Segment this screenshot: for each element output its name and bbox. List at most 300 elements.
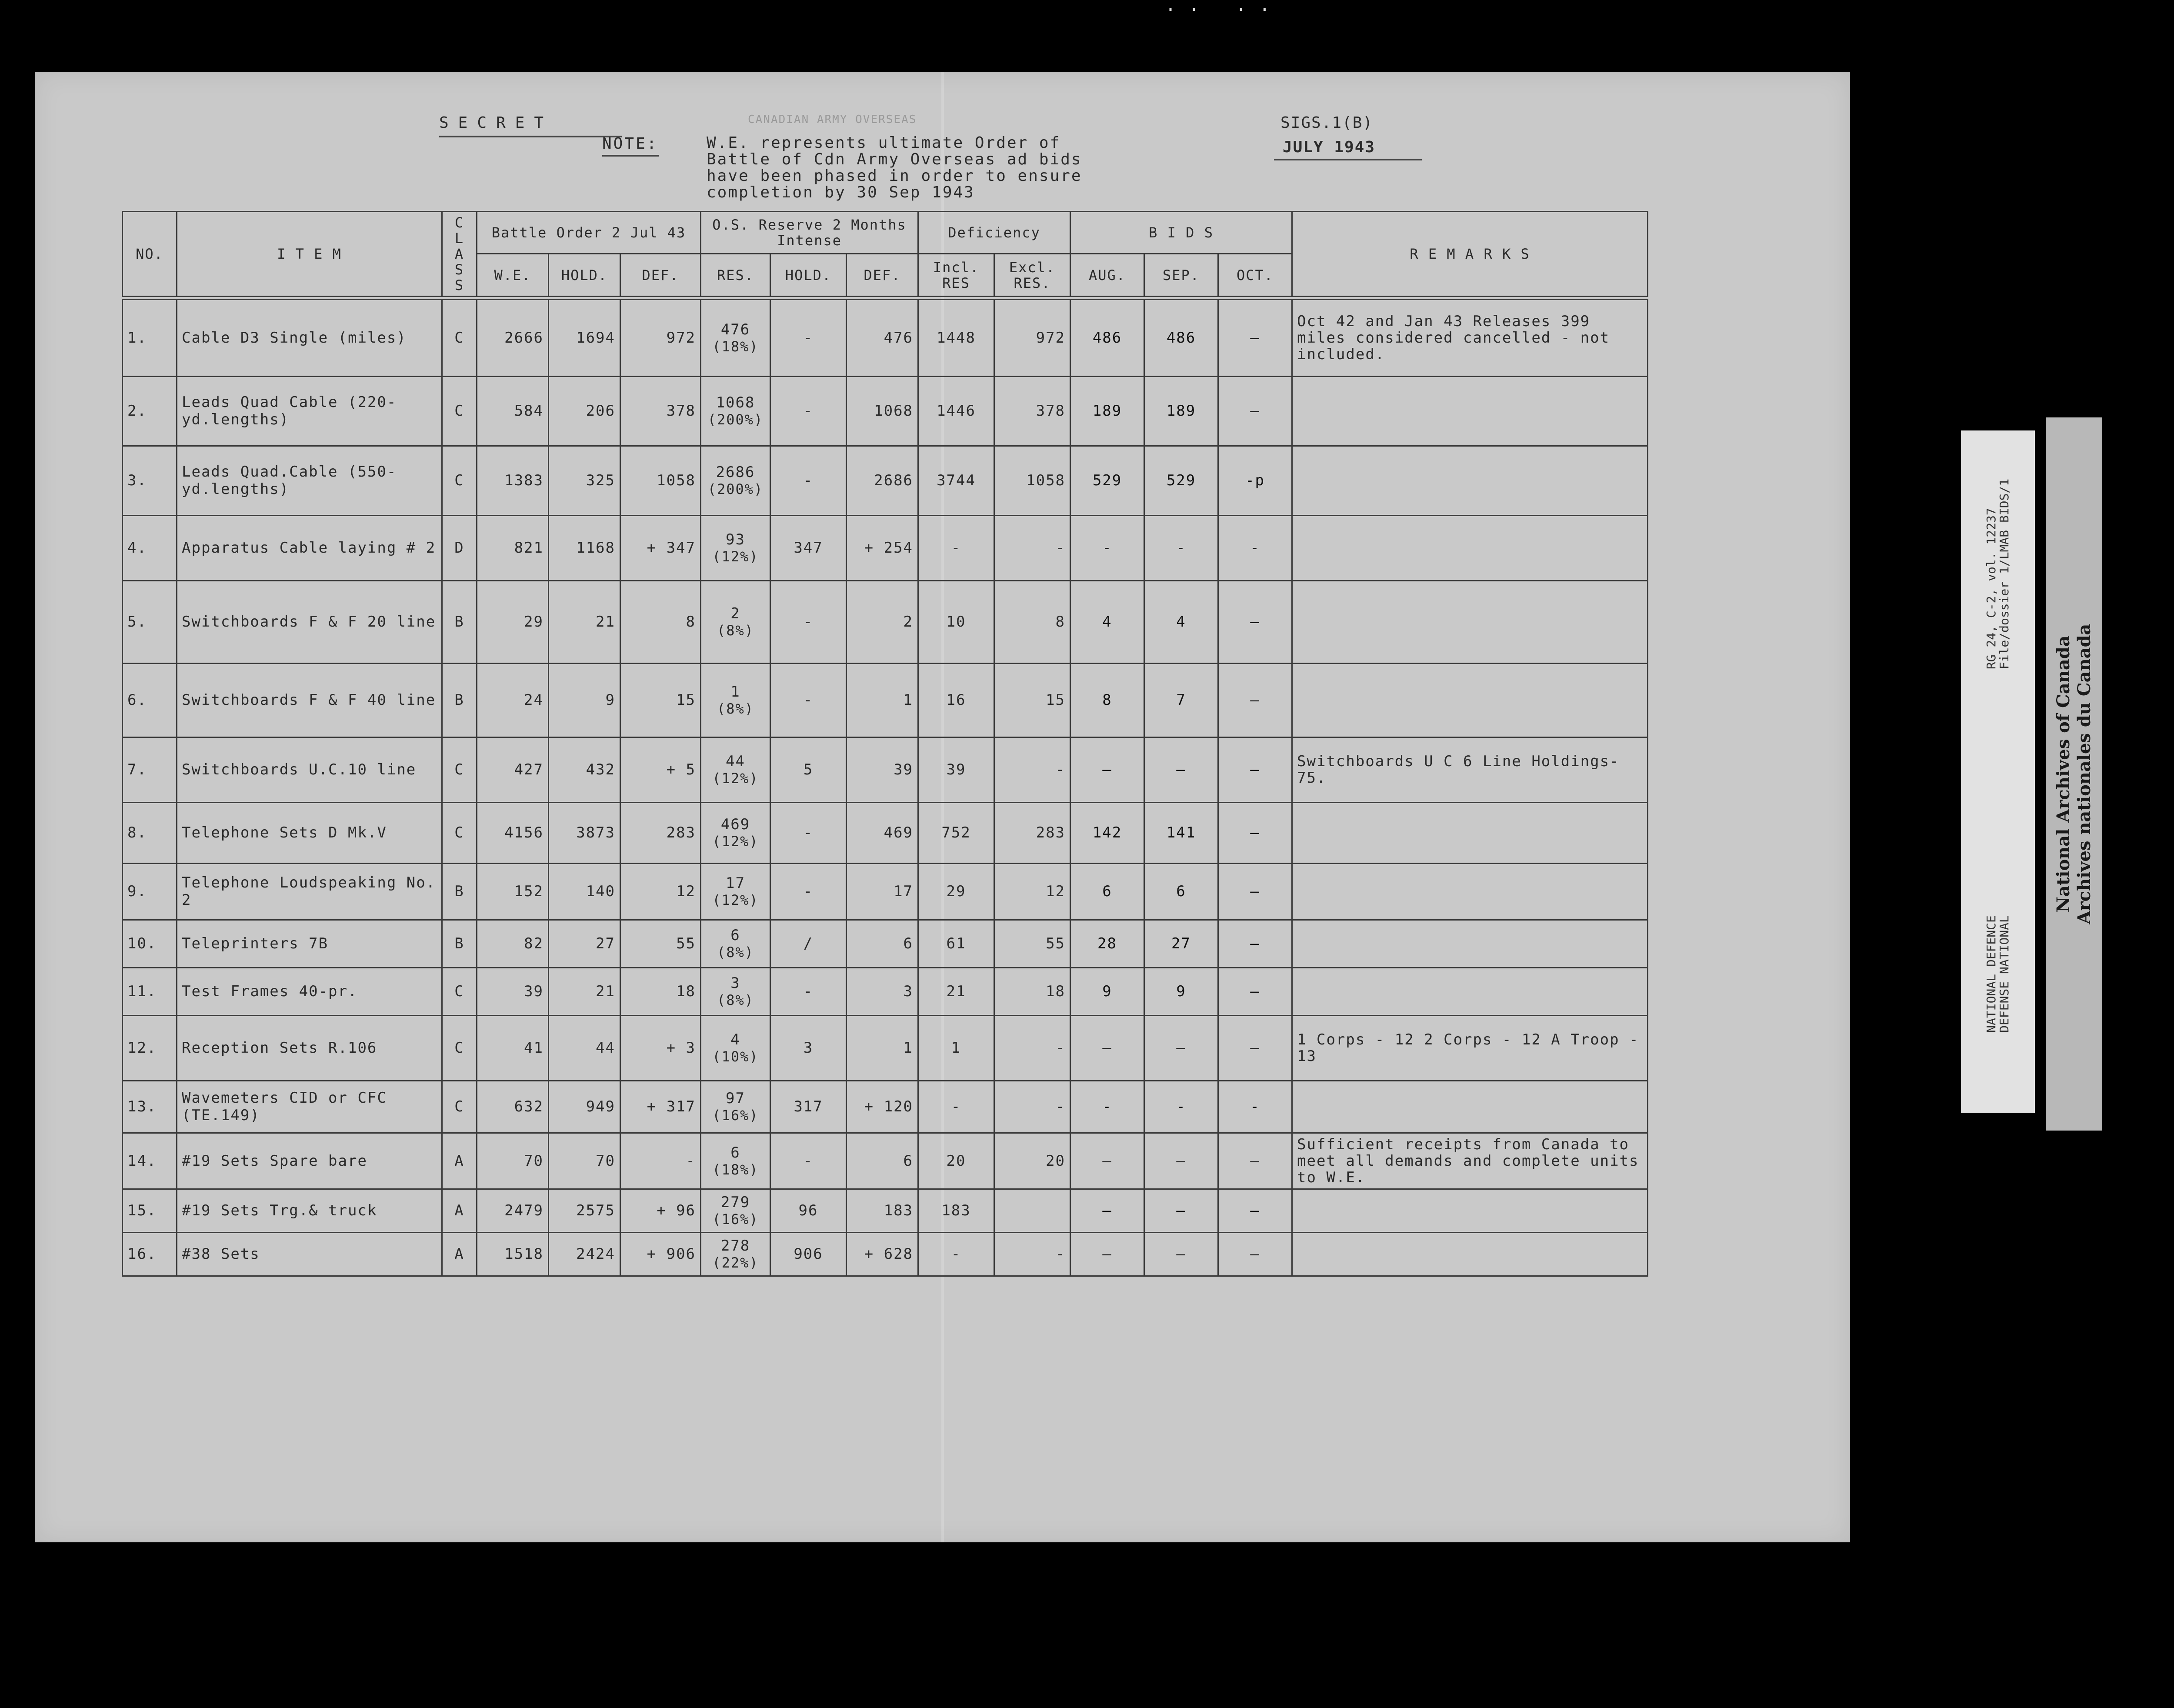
cell-item bbox=[177, 1133, 442, 1189]
cell-res-text: 3 bbox=[730, 974, 740, 992]
cell-sep bbox=[1144, 298, 1218, 376]
cell-def2 bbox=[847, 920, 918, 967]
cell-excl bbox=[994, 580, 1070, 663]
cell-incl bbox=[918, 515, 994, 580]
reference-code: SIGS.1(B) bbox=[1280, 114, 1374, 132]
cell-excl-text: 15 bbox=[1046, 691, 1066, 709]
cell-def-text: + 906 bbox=[647, 1245, 696, 1263]
cell-we-text: 39 bbox=[524, 983, 544, 1000]
cell-remarks bbox=[1292, 737, 1648, 802]
cell-item-text: Wavemeters CID or CFC (TE.149) bbox=[182, 1089, 387, 1124]
cell-remarks bbox=[1292, 1189, 1648, 1232]
cell-oct-text: — bbox=[1250, 824, 1260, 841]
cell-we bbox=[477, 376, 549, 446]
cell-sep-text: - bbox=[1176, 539, 1186, 557]
note-label: NOTE: bbox=[602, 135, 658, 153]
cell-aug-text: - bbox=[1102, 539, 1112, 557]
cell-item bbox=[177, 863, 442, 920]
cell-def-text: + 347 bbox=[647, 539, 696, 557]
cell-we bbox=[477, 737, 549, 802]
cell-incl-text: 29 bbox=[946, 883, 966, 900]
cell-res-text: 1 bbox=[730, 683, 740, 701]
cell-def2-text: 6 bbox=[903, 1152, 914, 1170]
department-line2: DEFENSE NATIONAL bbox=[1997, 915, 2011, 1033]
cell-incl bbox=[918, 967, 994, 1015]
cell-we-text: 427 bbox=[514, 761, 544, 778]
cell-hold-text: 21 bbox=[596, 613, 615, 630]
cell-excl bbox=[994, 298, 1070, 376]
cell-sep bbox=[1144, 580, 1218, 663]
cell-excl bbox=[994, 1081, 1070, 1133]
cell-def bbox=[620, 967, 701, 1015]
cell-def2 bbox=[847, 737, 918, 802]
cell-res bbox=[701, 298, 770, 376]
cell-excl-text: - bbox=[1055, 1245, 1066, 1263]
cell-def2-text: 1068 bbox=[874, 402, 914, 420]
cell-hold-text: 21 bbox=[596, 983, 615, 1000]
cell-hold bbox=[549, 446, 620, 515]
cell-def bbox=[620, 580, 701, 663]
cell-hold2 bbox=[770, 515, 847, 580]
cell-aug bbox=[1070, 737, 1144, 802]
cell-no-text: 14. bbox=[127, 1152, 157, 1170]
cell-we bbox=[477, 663, 549, 737]
cell-def-text: 283 bbox=[666, 824, 696, 841]
cell-aug bbox=[1070, 1189, 1144, 1232]
cell-incl-text: - bbox=[951, 539, 961, 557]
cell-no-text: 6. bbox=[127, 691, 147, 709]
cell-sep-text: — bbox=[1176, 1039, 1186, 1057]
cell-res-pct: (12%) bbox=[712, 770, 759, 787]
cell-hold2-text: 3 bbox=[803, 1039, 814, 1057]
cell-incl bbox=[918, 1189, 994, 1232]
cell-oct bbox=[1218, 802, 1292, 863]
department-label bbox=[1985, 915, 2011, 1033]
cell-hold2-text: 96 bbox=[798, 1202, 818, 1219]
cell-incl bbox=[918, 802, 994, 863]
cell-no bbox=[123, 802, 177, 863]
cell-oct-text: — bbox=[1250, 1152, 1260, 1170]
cell-def-text: 12 bbox=[676, 883, 696, 900]
cell-sep-text: — bbox=[1176, 1202, 1186, 1219]
cell-def bbox=[620, 737, 701, 802]
cell-no bbox=[123, 863, 177, 920]
cell-hold2 bbox=[770, 663, 847, 737]
cell-hold2 bbox=[770, 863, 847, 920]
cell-oct bbox=[1218, 376, 1292, 446]
cell-def2-text: 2686 bbox=[874, 472, 914, 489]
cell-cls bbox=[442, 580, 477, 663]
department-line1: NATIONAL DEFENCE bbox=[1984, 915, 1998, 1033]
cell-res bbox=[701, 1015, 770, 1081]
cell-sep bbox=[1144, 1189, 1218, 1232]
cell-remarks bbox=[1292, 1081, 1648, 1133]
cell-def2-text: 1 bbox=[903, 1039, 914, 1057]
cell-incl bbox=[918, 1081, 994, 1133]
cell-aug bbox=[1070, 376, 1144, 446]
cell-res-pct: (18%) bbox=[712, 338, 759, 355]
cell-hold2-text: 347 bbox=[794, 539, 823, 557]
cell-def bbox=[620, 1081, 701, 1133]
cell-def-text: + 3 bbox=[666, 1039, 696, 1057]
cell-item bbox=[177, 967, 442, 1015]
cell-hold bbox=[549, 802, 620, 863]
cell-aug bbox=[1070, 863, 1144, 920]
cell-res-text: 93 bbox=[726, 531, 745, 548]
col-def: DEF. bbox=[620, 254, 701, 298]
cell-aug-text: 189 bbox=[1092, 402, 1122, 420]
cell-we-text: 152 bbox=[514, 883, 544, 900]
cell-cls-text: C bbox=[454, 329, 464, 347]
cell-no bbox=[123, 580, 177, 663]
cell-cls-text: B bbox=[454, 883, 464, 900]
cell-def2 bbox=[847, 802, 918, 863]
cell-oct-text: — bbox=[1250, 883, 1260, 900]
cell-remarks bbox=[1292, 802, 1648, 863]
cell-hold bbox=[549, 376, 620, 446]
cell-incl bbox=[918, 1015, 994, 1081]
cell-sep bbox=[1144, 863, 1218, 920]
cell-oct bbox=[1218, 1232, 1292, 1276]
cell-cls bbox=[442, 298, 477, 376]
cell-oct bbox=[1218, 663, 1292, 737]
cell-hold bbox=[549, 1232, 620, 1276]
cell-cls-text: D bbox=[454, 539, 464, 557]
archive-ref-line2: File/dossier 1/LMAB BIDS/1 bbox=[1997, 478, 2011, 670]
cell-def bbox=[620, 1133, 701, 1189]
cell-aug bbox=[1070, 663, 1144, 737]
cell-remarks-text: Oct 42 and Jan 43 Releases 399 miles considered cancelled - not included. bbox=[1297, 312, 1610, 363]
cell-res-pct: (200%) bbox=[707, 411, 764, 428]
cell-item bbox=[177, 298, 442, 376]
cell-remarks bbox=[1292, 446, 1648, 515]
cell-oct bbox=[1218, 515, 1292, 580]
cell-def bbox=[620, 1189, 701, 1232]
cell-aug bbox=[1070, 1015, 1144, 1081]
cell-no bbox=[123, 1189, 177, 1232]
cell-sep bbox=[1144, 1015, 1218, 1081]
cell-we bbox=[477, 967, 549, 1015]
cell-hold-text: 325 bbox=[586, 472, 615, 489]
cell-excl bbox=[994, 863, 1070, 920]
cell-cls-text: C bbox=[454, 824, 464, 841]
cell-cls bbox=[442, 863, 477, 920]
cell-item bbox=[177, 515, 442, 580]
cell-excl bbox=[994, 515, 1070, 580]
archive-ref-line1: RG 24, C-2, vol. 12237 bbox=[1984, 508, 1998, 670]
cell-hold2-text: - bbox=[803, 883, 814, 900]
table-row bbox=[123, 663, 1648, 737]
cell-excl bbox=[994, 1232, 1070, 1276]
cell-def2 bbox=[847, 1133, 918, 1189]
cell-no-text: 8. bbox=[127, 824, 147, 841]
cell-excl-text: - bbox=[1055, 1098, 1066, 1115]
cell-hold2-text: - bbox=[803, 472, 814, 489]
cell-we bbox=[477, 802, 549, 863]
cell-hold2 bbox=[770, 298, 847, 376]
cell-res-text: 4 bbox=[730, 1031, 740, 1048]
table-row bbox=[123, 920, 1648, 967]
cell-we bbox=[477, 1081, 549, 1133]
cell-def2 bbox=[847, 1232, 918, 1276]
cell-cls-text: C bbox=[454, 402, 464, 420]
cell-hold2-text: - bbox=[803, 691, 814, 709]
cell-aug bbox=[1070, 446, 1144, 515]
cell-sep bbox=[1144, 376, 1218, 446]
cell-no bbox=[123, 376, 177, 446]
cell-excl-text: 1058 bbox=[1026, 472, 1066, 489]
cell-oct bbox=[1218, 1081, 1292, 1133]
cell-def-text: 55 bbox=[676, 935, 696, 952]
cell-aug-text: — bbox=[1102, 1039, 1112, 1057]
cell-sep-text: — bbox=[1176, 761, 1186, 778]
cell-cls bbox=[442, 920, 477, 967]
note-underline bbox=[602, 155, 659, 157]
cell-incl-text: 10 bbox=[946, 613, 966, 630]
cell-incl bbox=[918, 663, 994, 737]
cell-we bbox=[477, 446, 549, 515]
cell-excl bbox=[994, 920, 1070, 967]
cell-sep-text: — bbox=[1176, 1245, 1186, 1263]
cell-cls bbox=[442, 737, 477, 802]
cell-res-pct: (8%) bbox=[717, 701, 754, 717]
cell-excl bbox=[994, 1133, 1070, 1189]
cell-no bbox=[123, 446, 177, 515]
cell-def2-text: 1 bbox=[903, 691, 914, 709]
cell-def2-text: + 120 bbox=[864, 1098, 914, 1115]
cell-aug-text: 4 bbox=[1102, 613, 1112, 630]
cell-hold2-text: - bbox=[803, 329, 814, 347]
cell-hold bbox=[549, 298, 620, 376]
cell-remarks-text: Switchboards U C 6 Line Holdings-75. bbox=[1297, 753, 1620, 787]
cell-oct bbox=[1218, 1015, 1292, 1081]
archive-name-fr: Archives nationales du Canada bbox=[2074, 624, 2094, 924]
cell-res-pct: (10%) bbox=[712, 1048, 759, 1065]
cell-res bbox=[701, 580, 770, 663]
col-oct: OCT. bbox=[1218, 254, 1292, 298]
cell-oct-text: — bbox=[1250, 1202, 1260, 1219]
cell-cls-text: C bbox=[454, 761, 464, 778]
cell-excl bbox=[994, 376, 1070, 446]
cell-sep-text: - bbox=[1176, 1098, 1186, 1115]
cell-remarks bbox=[1292, 376, 1648, 446]
cell-hold-text: 27 bbox=[596, 935, 615, 952]
cell-item-text: Cable D3 Single (miles) bbox=[182, 329, 407, 347]
cell-hold bbox=[549, 515, 620, 580]
cell-res bbox=[701, 663, 770, 737]
cell-aug bbox=[1070, 1133, 1144, 1189]
col-reserve: O.S. Reserve 2 Months Intense bbox=[701, 212, 918, 254]
cell-hold2 bbox=[770, 1081, 847, 1133]
cell-no bbox=[123, 920, 177, 967]
cell-hold bbox=[549, 580, 620, 663]
cell-no-text: 2. bbox=[127, 402, 147, 420]
cell-incl-text: 39 bbox=[946, 761, 966, 778]
cell-sep bbox=[1144, 446, 1218, 515]
cell-res bbox=[701, 737, 770, 802]
cell-hold2 bbox=[770, 1133, 847, 1189]
cell-def2 bbox=[847, 1189, 918, 1232]
table-row bbox=[123, 580, 1648, 663]
cell-sep bbox=[1144, 1081, 1218, 1133]
cell-excl-text: - bbox=[1055, 539, 1066, 557]
cell-oct bbox=[1218, 737, 1292, 802]
cell-hold2-text: - bbox=[803, 1152, 814, 1170]
cell-def bbox=[620, 1232, 701, 1276]
cell-item bbox=[177, 1189, 442, 1232]
cell-hold2 bbox=[770, 967, 847, 1015]
archive-name bbox=[2053, 624, 2095, 924]
cell-aug-text: 9 bbox=[1102, 983, 1112, 1000]
cell-res bbox=[701, 515, 770, 580]
cell-hold2-text: 906 bbox=[794, 1245, 823, 1263]
cell-incl-text: - bbox=[951, 1245, 961, 1263]
cell-we-text: 2479 bbox=[504, 1202, 544, 1219]
cell-def-text: + 5 bbox=[666, 761, 696, 778]
cell-hold2 bbox=[770, 1015, 847, 1081]
col-battle-order: Battle Order 2 Jul 43 bbox=[477, 212, 701, 254]
cell-sep-text: 529 bbox=[1166, 472, 1196, 489]
cell-hold bbox=[549, 1133, 620, 1189]
table-body bbox=[123, 298, 1648, 1276]
table-row bbox=[123, 1015, 1648, 1081]
cell-aug-text: 486 bbox=[1092, 329, 1122, 347]
cell-res-pct: (22%) bbox=[712, 1254, 759, 1271]
cell-hold-text: 432 bbox=[586, 761, 615, 778]
cell-incl-text: 1448 bbox=[937, 329, 976, 347]
cell-oct-text: — bbox=[1250, 935, 1260, 952]
cell-excl-text: 8 bbox=[1055, 613, 1066, 630]
cell-cls-text: B bbox=[454, 691, 464, 709]
cell-sep-text: 6 bbox=[1176, 883, 1186, 900]
cell-item bbox=[177, 1232, 442, 1276]
cell-item-text: Leads Quad Cable (220-yd.lengths) bbox=[182, 394, 397, 428]
cell-res-text: 6 bbox=[730, 1144, 740, 1161]
cell-def bbox=[620, 446, 701, 515]
cell-aug-text: 28 bbox=[1097, 935, 1117, 952]
cell-excl bbox=[994, 1015, 1070, 1081]
cell-res-pct: (12%) bbox=[712, 833, 759, 850]
cell-aug-text: — bbox=[1102, 1202, 1112, 1219]
col-deficiency: Deficiency bbox=[918, 212, 1070, 254]
cell-incl bbox=[918, 920, 994, 967]
cell-oct-text: — bbox=[1250, 1039, 1260, 1057]
cell-item bbox=[177, 737, 442, 802]
cell-aug-text: 142 bbox=[1092, 824, 1122, 841]
cell-remarks bbox=[1292, 1232, 1648, 1276]
cell-item-text: Switchboards F & F 40 line bbox=[182, 691, 436, 709]
cell-cls bbox=[442, 1189, 477, 1232]
cell-hold bbox=[549, 1015, 620, 1081]
cell-def bbox=[620, 920, 701, 967]
cell-excl-text: - bbox=[1055, 761, 1066, 778]
cell-excl bbox=[994, 802, 1070, 863]
cell-excl-text: 55 bbox=[1046, 935, 1066, 952]
cell-incl-text: 3744 bbox=[937, 472, 976, 489]
cell-def bbox=[620, 1015, 701, 1081]
cell-hold-text: 2424 bbox=[576, 1245, 615, 1263]
cell-res-text: 97 bbox=[726, 1090, 745, 1107]
cell-def-text: 18 bbox=[676, 983, 696, 1000]
cell-we bbox=[477, 1015, 549, 1081]
cell-oct bbox=[1218, 446, 1292, 515]
cell-aug bbox=[1070, 580, 1144, 663]
cell-excl bbox=[994, 737, 1070, 802]
cell-aug bbox=[1070, 1081, 1144, 1133]
cell-cls bbox=[442, 446, 477, 515]
cell-incl bbox=[918, 298, 994, 376]
cell-item-text: Switchboards U.C.10 line bbox=[182, 761, 417, 778]
cell-we-text: 1518 bbox=[504, 1245, 544, 1263]
col-no: NO. bbox=[123, 212, 177, 298]
cell-sep-text: 27 bbox=[1171, 935, 1191, 952]
cell-res bbox=[701, 863, 770, 920]
cell-excl-text: 20 bbox=[1046, 1152, 1066, 1170]
cell-hold-text: 1694 bbox=[576, 329, 615, 347]
cell-incl-text: 61 bbox=[946, 935, 966, 952]
cell-we bbox=[477, 1133, 549, 1189]
cell-cls-text: C bbox=[454, 1098, 464, 1115]
cell-cls-text: C bbox=[454, 983, 464, 1000]
cell-res-text: 6 bbox=[730, 927, 740, 944]
col-incl: Incl. RES bbox=[918, 254, 994, 298]
cell-hold2-text: - bbox=[803, 613, 814, 630]
cell-hold2-text: 317 bbox=[794, 1098, 823, 1115]
cell-sep-text: 189 bbox=[1166, 402, 1196, 420]
cell-item-text: #38 Sets bbox=[182, 1245, 260, 1263]
secret-underline bbox=[439, 136, 622, 137]
cell-res-text: 476 bbox=[720, 320, 750, 338]
cell-excl-text: 972 bbox=[1036, 329, 1066, 347]
cell-excl-text: 12 bbox=[1046, 883, 1066, 900]
cell-res-pct: (16%) bbox=[712, 1107, 759, 1124]
col-sep: SEP. bbox=[1144, 254, 1218, 298]
cell-sep bbox=[1144, 1232, 1218, 1276]
cell-cls bbox=[442, 1133, 477, 1189]
cell-aug-text: — bbox=[1102, 1245, 1112, 1263]
cell-sep bbox=[1144, 1133, 1218, 1189]
cell-item-text: Leads Quad.Cable (550-yd.lengths) bbox=[182, 463, 397, 498]
cell-no-text: 10. bbox=[127, 935, 157, 952]
cell-hold-text: 1168 bbox=[576, 539, 615, 557]
archive-label-strip bbox=[1961, 430, 2035, 1113]
cell-aug-text: 8 bbox=[1102, 691, 1112, 709]
cell-item bbox=[177, 446, 442, 515]
cell-hold2 bbox=[770, 1189, 847, 1232]
cell-oct-text: — bbox=[1250, 691, 1260, 709]
cell-remarks bbox=[1292, 663, 1648, 737]
cell-res-text: 2686 bbox=[716, 464, 755, 481]
cell-sep bbox=[1144, 920, 1218, 967]
cell-hold-text: 44 bbox=[596, 1039, 615, 1057]
cell-incl bbox=[918, 1133, 994, 1189]
cell-aug bbox=[1070, 1232, 1144, 1276]
cell-incl-text: 16 bbox=[946, 691, 966, 709]
table-row bbox=[123, 863, 1648, 920]
cell-hold2 bbox=[770, 737, 847, 802]
table-row bbox=[123, 298, 1648, 376]
cell-def bbox=[620, 515, 701, 580]
cell-def2-text: 183 bbox=[884, 1202, 914, 1219]
col-class: C L A S S bbox=[442, 212, 477, 298]
cell-def2-text: 17 bbox=[894, 883, 914, 900]
cell-hold-text: 3873 bbox=[576, 824, 615, 841]
cell-res-text: 44 bbox=[726, 753, 745, 770]
col-bids: B I D S bbox=[1070, 212, 1292, 254]
cell-sep bbox=[1144, 802, 1218, 863]
cell-def-text: - bbox=[686, 1152, 696, 1170]
cell-no-text: 13. bbox=[127, 1098, 157, 1115]
